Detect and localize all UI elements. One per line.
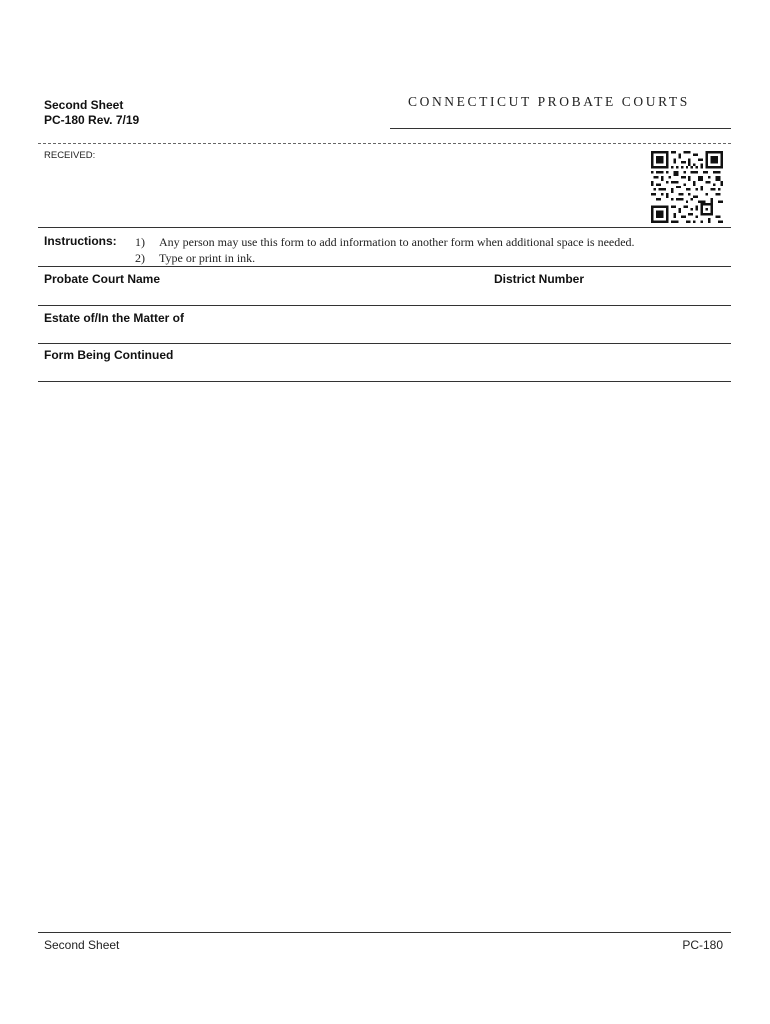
received-divider — [38, 143, 731, 144]
instruction-item — [135, 250, 255, 266]
form-revision: PC-180 Rev. 7/19 — [44, 113, 140, 127]
instruction-text: Type or print in ink. — [159, 251, 256, 265]
form-title-block — [44, 98, 139, 128]
district-number-field[interactable]: District Number — [494, 272, 585, 286]
probate-court-name-field[interactable]: Probate Court Name — [44, 272, 161, 286]
estate-matter-field[interactable]: Estate of/In the Matter of — [44, 311, 185, 325]
form-continued-field[interactable]: Form Being Continued — [44, 348, 174, 362]
qr-code — [651, 151, 723, 223]
field-divider — [38, 305, 731, 306]
instruction-number: 2) — [135, 251, 145, 265]
instructions-top-rule — [38, 227, 731, 228]
instructions-label: Instructions: — [44, 234, 117, 248]
footer-sheet-title: Second Sheet — [44, 938, 120, 952]
field-divider — [38, 381, 731, 382]
court-name-header: CONNECTICUT PROBATE COURTS — [408, 94, 690, 109]
sheet-title: Second Sheet — [44, 98, 124, 112]
received-label: RECEIVED: — [44, 150, 96, 161]
header-rule — [390, 128, 731, 129]
footer-form-number: PC-180 — [682, 938, 723, 952]
field-divider — [38, 266, 731, 267]
instruction-item — [135, 234, 635, 250]
field-divider — [38, 343, 731, 344]
instruction-text: Any person may use this form to add information to another form when additional space is needed. — [159, 235, 635, 249]
footer-rule — [38, 932, 731, 933]
instruction-number: 1) — [135, 235, 145, 249]
